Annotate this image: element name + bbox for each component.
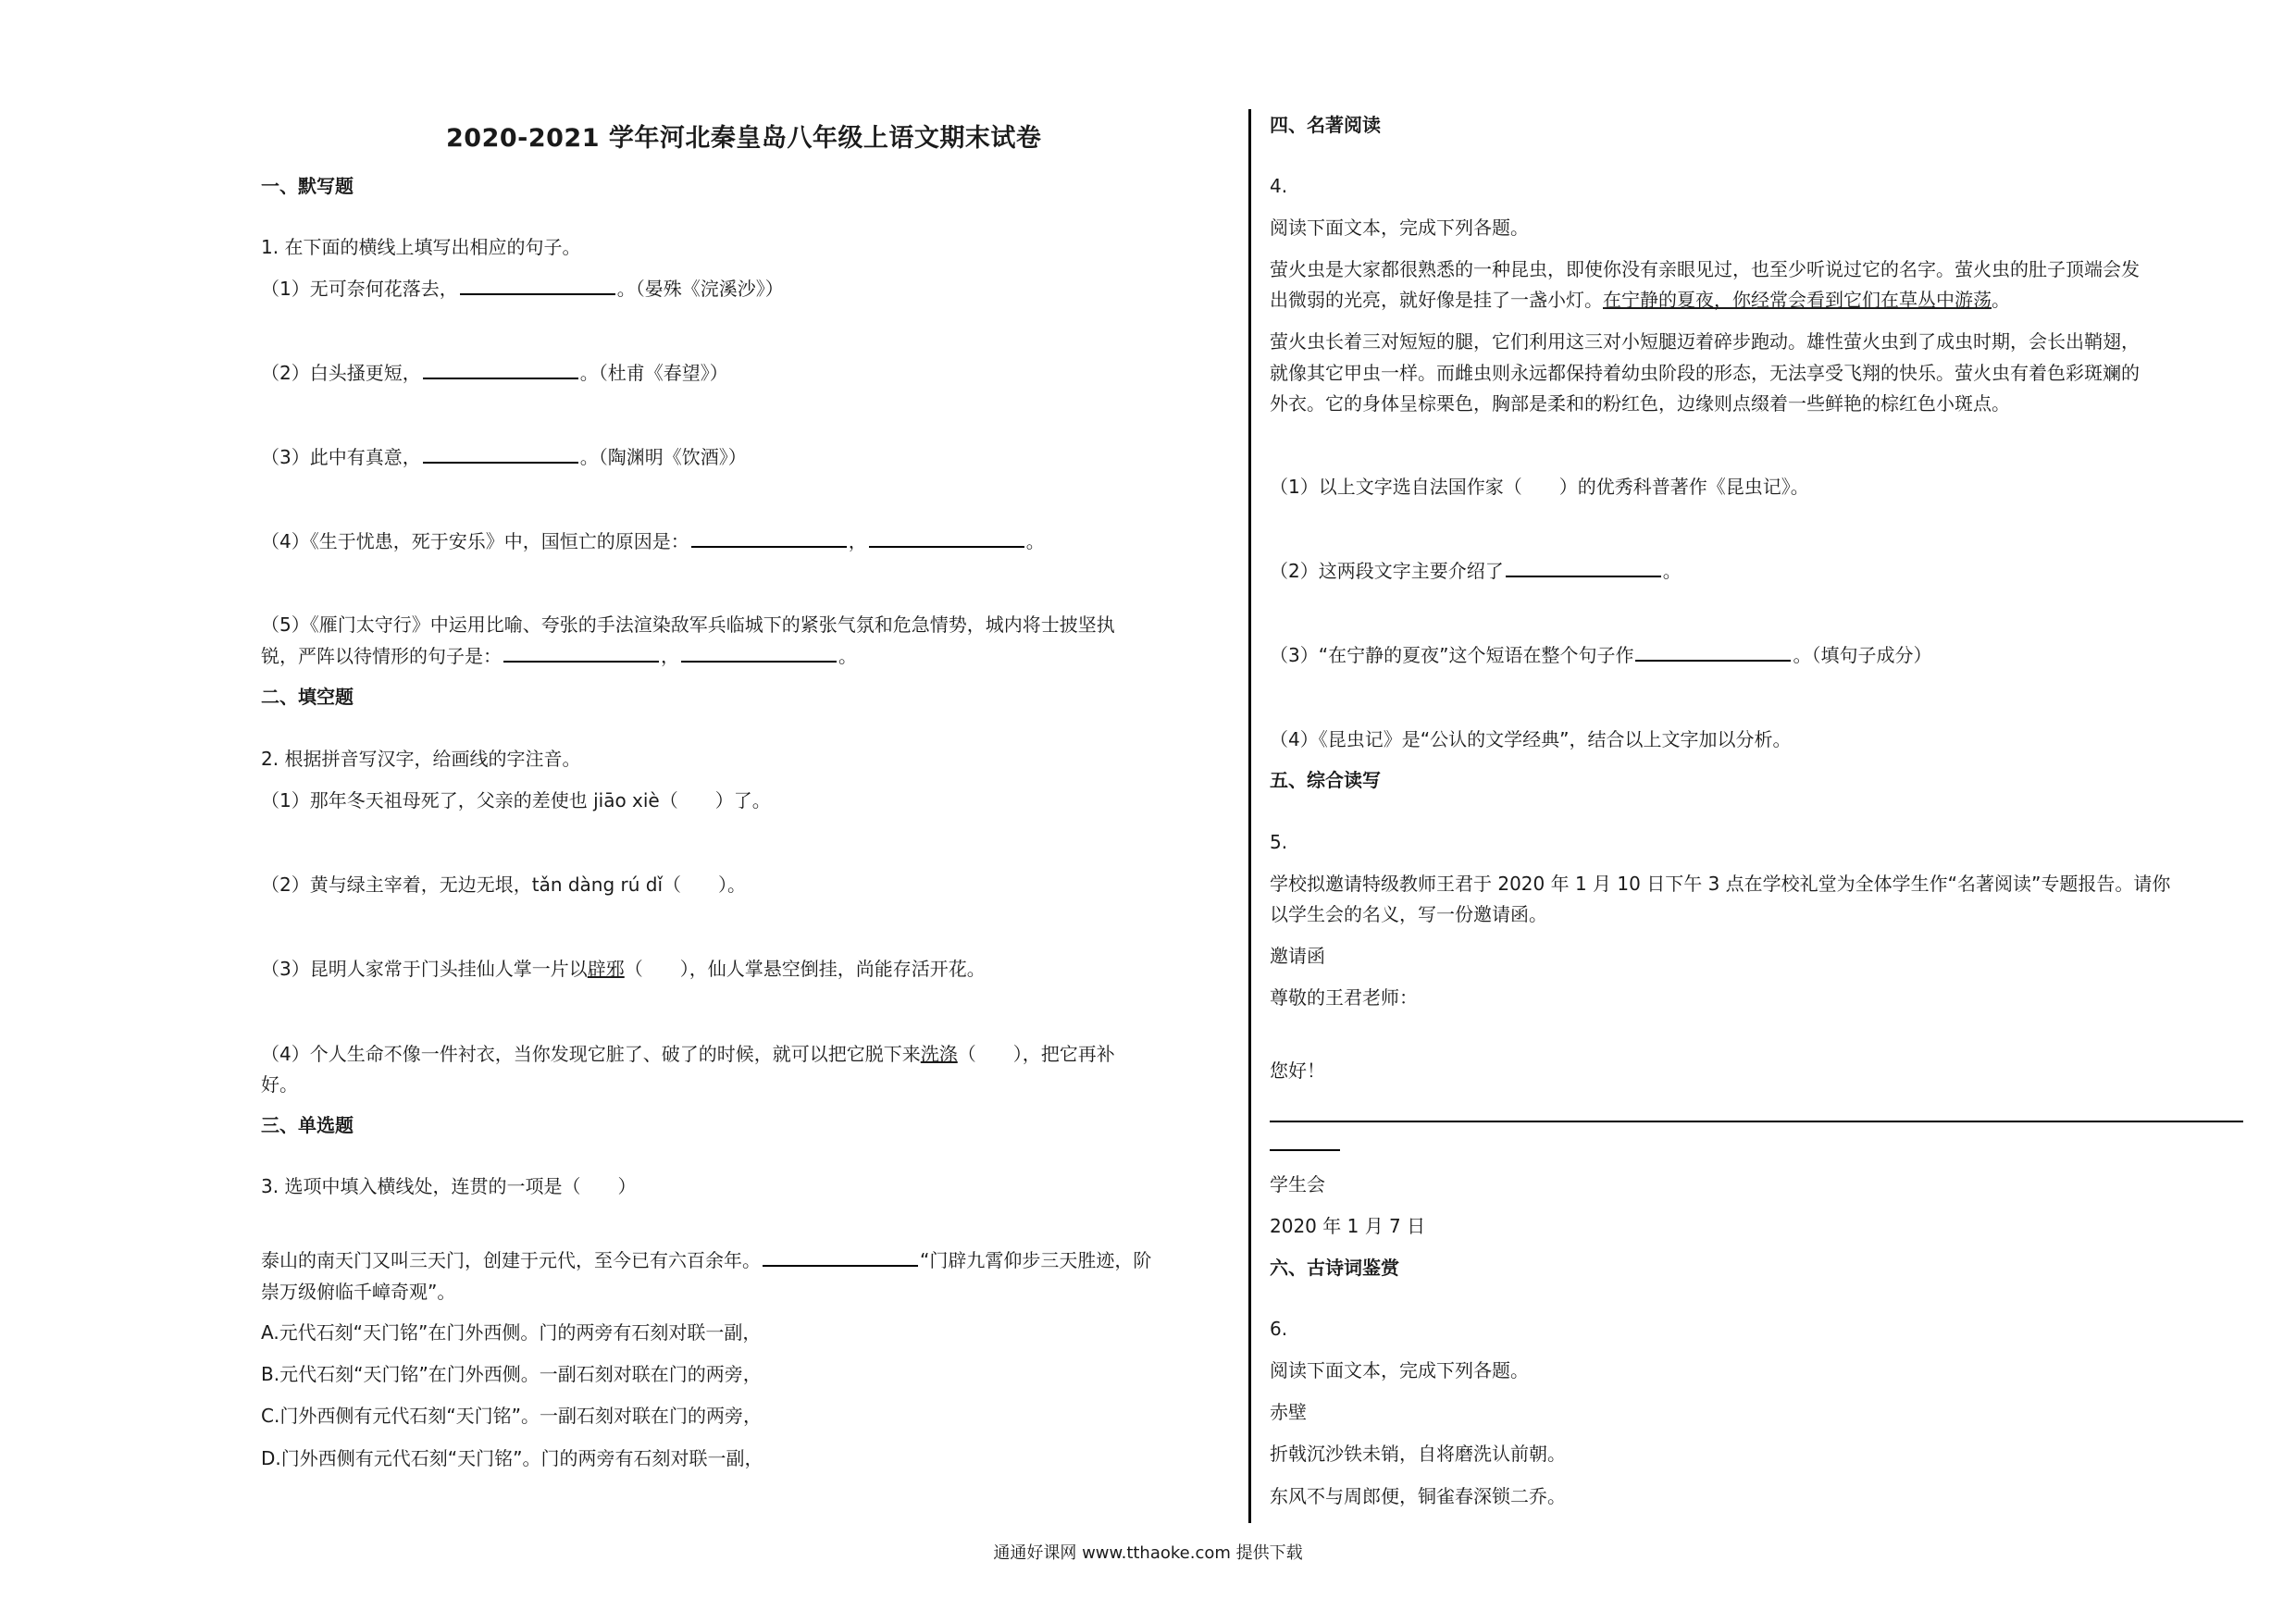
- q5-prompt-line1: 学校拟邀请特级教师王君于 2020 年 1 月 10 日下午 3 点在学校礼堂为全体学生作“名著阅读”专题报告。请你: [1270, 873, 2171, 895]
- q2-item-3: （3）昆明人家常于门头挂仙人掌一片以辟邪（ ），仙人掌悬空倒挂，尚能存活开花。: [261, 958, 986, 980]
- writing-line-end[interactable]: [1270, 1149, 1340, 1151]
- q3-option-c[interactable]: C.门外西侧有元代石刻“天门铭”。一副石刻对联在门的两旁，: [261, 1405, 763, 1427]
- q3-option-b[interactable]: B.元代石刻“天门铭”在门外西侧。一副石刻对联在门的两旁，: [261, 1363, 762, 1385]
- answer-blank[interactable]: [1506, 559, 1661, 577]
- q2-item-1: （1）那年冬天祖母死了，父亲的差使也 jiāo xiè（ ）了。: [261, 789, 771, 812]
- q3-passage-line1: 泰山的南天门又叫三天门，创建于元代，至今已有六百余年。 “门辟九霄仰步三天胜迹，阶: [261, 1249, 1152, 1271]
- page-title: 2020-2021 学年河北秦皇岛八年级上语文期末试卷: [446, 124, 1042, 153]
- q6-poem-title: 赤壁: [1270, 1401, 1307, 1423]
- section-heading-1: 一、默写题: [261, 175, 354, 197]
- section-heading-2: 二、填空题: [261, 686, 354, 708]
- question-5-number: 5.: [1270, 831, 1288, 853]
- q2-item-4-line2: 好。: [261, 1073, 298, 1096]
- q4-passage-p2-line2: 就像其它甲虫一样。而雌虫则永远都保持着幼虫阶段的形态，无法享受飞翔的快乐。萤火虫有着色彩斑斓的: [1270, 362, 2140, 384]
- section-heading-6: 六、古诗词鉴赏: [1270, 1257, 1399, 1279]
- q5-letter-greeting: 您好！: [1270, 1059, 1325, 1082]
- q4-instruction: 阅读下面文本，完成下列各题。: [1270, 217, 1529, 239]
- question-3-stem: 3. 选项中填入横线处，连贯的一项是（ ）: [261, 1175, 637, 1197]
- question-2-stem: 2. 根据拼音写汉字，给画线的字注音。: [261, 748, 581, 770]
- q3-passage-line2: 崇万级俯临千嶂奇观”。: [261, 1281, 456, 1303]
- answer-blank[interactable]: [1635, 643, 1791, 662]
- question-6-number: 6.: [1270, 1318, 1288, 1340]
- answer-blank[interactable]: [869, 529, 1024, 548]
- q6-poem-line-1: 折戟沉沙铁未销，自将磨洗认前朝。: [1270, 1443, 1566, 1465]
- q5-prompt-line2: 以学生会的名义，写一份邀请函。: [1270, 903, 1547, 925]
- section-heading-5: 五、综合读写: [1270, 769, 1381, 791]
- q4-item-4: （4）《昆虫记》是“公认的文学经典”，结合以上文字加以分析。: [1270, 728, 1792, 750]
- q4-passage-p1-line2: 出微弱的光亮，就好像是挂了一盏小灯。在宁静的夏夜，你经常会看到它们在草丛中游荡。: [1270, 289, 2010, 311]
- q4-item-2: （2）这两段文字主要介绍了 。: [1270, 560, 1682, 582]
- q1-item-2: （2）白头搔更短， 。（杜甫《春望》）: [261, 362, 728, 384]
- q5-letter-date: 2020 年 1 月 7 日: [1270, 1215, 1426, 1237]
- page-footer: 通通好课网 www.tthaoke.com 提供下载: [993, 1543, 1303, 1563]
- answer-blank[interactable]: [691, 529, 847, 548]
- q4-item-3: （3）“在宁静的夏夜”这个短语在整个句子作 。（填句子成分）: [1270, 644, 1932, 666]
- q1-item-1: （1）无可奈何花落去， 。（晏殊《浣溪沙》）: [261, 278, 784, 300]
- q5-letter-heading: 邀请函: [1270, 945, 1325, 967]
- q2-item-4-line1: （4）个人生命不像一件衬衣，当你发现它脏了、破了的时候，就可以把它脱下来洗涤（ ），把它再补: [261, 1043, 1115, 1065]
- q4-passage-p2-line1: 萤火虫长着三对短短的腿，它们利用这三对小短腿迈着碎步跑动。雄性萤火虫到了成虫时期，会长出鞘翅，: [1270, 330, 2140, 353]
- writing-line[interactable]: [1270, 1121, 2243, 1122]
- q5-letter-signature: 学生会: [1270, 1173, 1325, 1196]
- q6-instruction: 阅读下面文本，完成下列各题。: [1270, 1359, 1529, 1381]
- answer-blank[interactable]: [763, 1248, 918, 1267]
- q1-item-5-line1: （5）《雁门太守行》中运用比喻、夸张的手法渲染敌军兵临城下的紧张气氛和危急情势，城内将士披坚执: [261, 613, 1115, 636]
- q5-letter-salutation: 尊敬的王君老师：: [1270, 986, 1418, 1009]
- answer-blank[interactable]: [423, 445, 578, 464]
- q1-item-5-line2: 锐，严阵以待情形的句子是： ， 。: [261, 645, 857, 667]
- q2-item-2: （2）黄与绿主宰着，无边无垠，tǎn dàng rú dǐ（ ）。: [261, 873, 747, 896]
- q3-option-d[interactable]: D.门外西侧有元代石刻“天门铭”。门的两旁有石刻对联一副，: [261, 1447, 763, 1469]
- answer-blank[interactable]: [460, 277, 615, 295]
- answer-blank[interactable]: [423, 361, 578, 379]
- question-4-number: 4.: [1270, 175, 1288, 197]
- q3-option-a[interactable]: A.元代石刻“天门铭”在门外西侧。门的两旁有石刻对联一副，: [261, 1321, 762, 1344]
- q1-item-3: （3）此中有真意， 。（陶渊明《饮酒》）: [261, 446, 747, 468]
- question-1-stem: 1. 在下面的横线上填写出相应的句子。: [261, 236, 581, 258]
- answer-blank[interactable]: [681, 644, 837, 663]
- section-heading-3: 三、单选题: [261, 1114, 354, 1136]
- section-heading-4: 四、名著阅读: [1270, 114, 1381, 136]
- column-divider: [1248, 109, 1251, 1523]
- q1-item-4: （4）《生于忧患，死于安乐》中，国恒亡的原因是： ， 。: [261, 530, 1045, 552]
- q4-passage-p2-line3: 外衣。它的身体呈棕栗色，胸部是柔和的粉红色，边缘则点缀着一些鲜艳的棕红色小斑点。: [1270, 392, 2010, 415]
- q6-poem-line-2: 东风不与周郎便，铜雀春深锁二乔。: [1270, 1485, 1566, 1507]
- answer-blank[interactable]: [503, 644, 659, 663]
- q4-passage-p1-line1: 萤火虫是大家都很熟悉的一种昆虫，即使你没有亲眼见过，也至少听说过它的名字。萤火虫的肚子顶端会发: [1270, 258, 2140, 280]
- q4-item-1: （1）以上文字选自法国作家（ ）的优秀科普著作《昆虫记》。: [1270, 476, 1809, 498]
